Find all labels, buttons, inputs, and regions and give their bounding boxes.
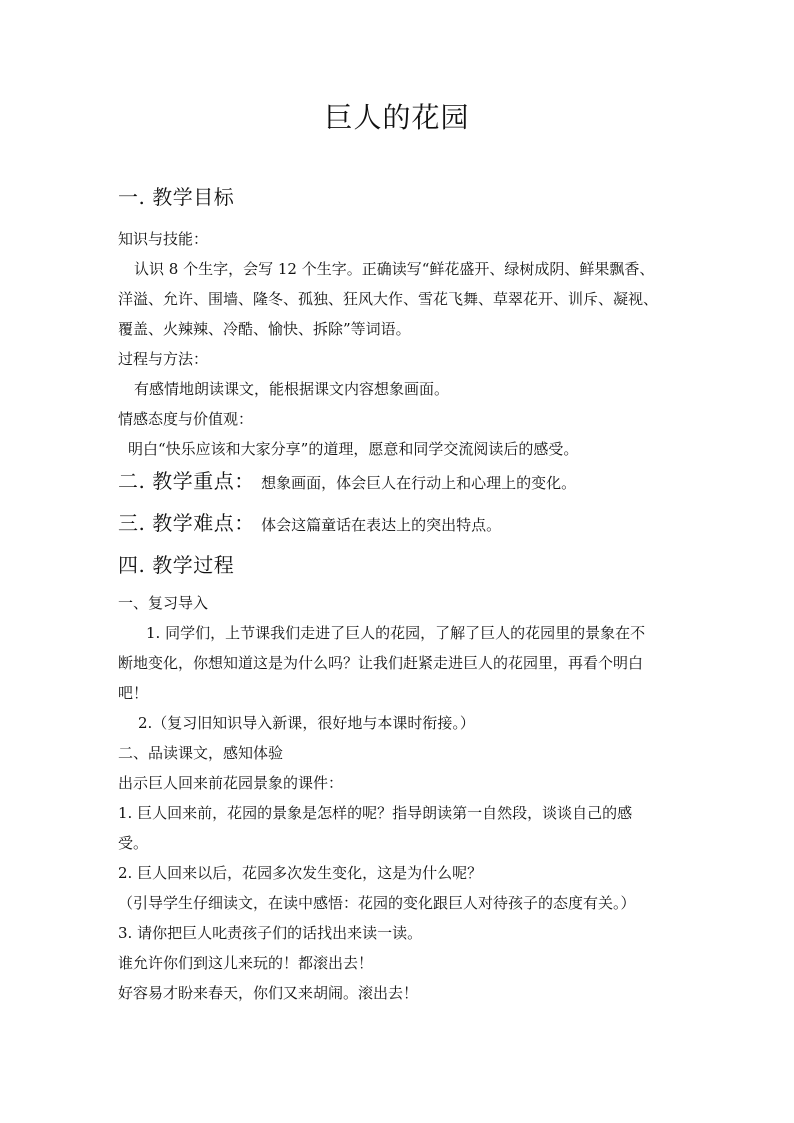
giant-quote-1: 谁允许你们到这儿来玩的！都滚出去！ <box>118 954 374 972</box>
question-2-note: （引导学生仔细读文，在读中感悟：花园的变化跟巨人对待孩子的态度有关。） <box>118 894 636 912</box>
question-1-line-2: 受。 <box>118 834 149 852</box>
document-body <box>118 180 693 1008</box>
question-1-line-1: 1. 巨人回来前，花园的景象是怎样的呢？指导朗读第一自然段，谈谈自己的感 <box>118 804 633 822</box>
section-heading-difficulties: 三. 教学难点： 体会这篇童话在表达上的突出特点。 <box>118 511 502 535</box>
difficulties-text: 体会这篇童话在表达上的突出特点。 <box>261 516 502 534</box>
attitude-text: 明白“快乐应该和大家分享”的道理，愿意和同学交流阅读后的感受。 <box>128 440 579 458</box>
question-3: 3. 请你把巨人叱责孩子们的话找出来读一读。 <box>118 924 423 942</box>
knowledge-text-line-3: 覆盖、火辣辣、冷酷、愉快、拆除”等词语。 <box>118 320 411 338</box>
part-reading-title: 二、品读课文，感知体验 <box>118 744 284 762</box>
section-heading-process: 四. 教学过程 <box>118 553 235 577</box>
section-heading-objectives: 一. 教学目标 <box>118 185 235 209</box>
label-attitude-values: 情感态度与价值观： <box>118 410 254 428</box>
key-points-text: 想象画面，体会巨人在行动上和心理上的变化。 <box>261 474 577 492</box>
label-process-methods: 过程与方法： <box>118 350 209 368</box>
knowledge-text-line-1: 认识 8 个生字，会写 12 个生字。正确读写“鲜花盛开、绿树成阴、鲜果飘香、 <box>134 260 655 278</box>
knowledge-text-line-2: 洋溢、允许、围墙、隆冬、孤独、狂风大作、雪花飞舞、草翠花开、训斥、凝视、 <box>118 290 659 308</box>
label-knowledge-skills: 知识与技能： <box>118 230 209 248</box>
show-courseware-text: 出示巨人回来前花园景象的课件： <box>118 774 344 792</box>
part-review-intro-title: 一、复习导入 <box>118 594 209 612</box>
review-paragraph-line-3: 吧！ <box>118 684 149 702</box>
question-2: 2. 巨人回来以后，花园多次发生变化，这是为什么呢？ <box>118 864 483 882</box>
review-paragraph-line-2: 断地变化，你想知道这是为什么吗？让我们赶紧走进巨人的花园里，再看个明白 <box>118 654 644 672</box>
review-paragraph-line-1: 1. 同学们，上节课我们走进了巨人的花园，了解了巨人的花园里的景象在不 <box>146 624 646 642</box>
process-text: 有感情地朗读课文，能根据课文内容想象画面。 <box>134 380 450 398</box>
review-paragraph-2: 2.（复习旧知识导入新课，很好地与本课时衔接。） <box>138 714 475 732</box>
page-title: 巨人的花园 <box>324 101 470 134</box>
giant-quote-2: 好容易才盼来春天，你们又来胡闹。滚出去！ <box>118 984 419 1002</box>
section-heading-key-points: 二. 教学重点： 想象画面，体会巨人在行动上和心理上的变化。 <box>118 469 577 493</box>
